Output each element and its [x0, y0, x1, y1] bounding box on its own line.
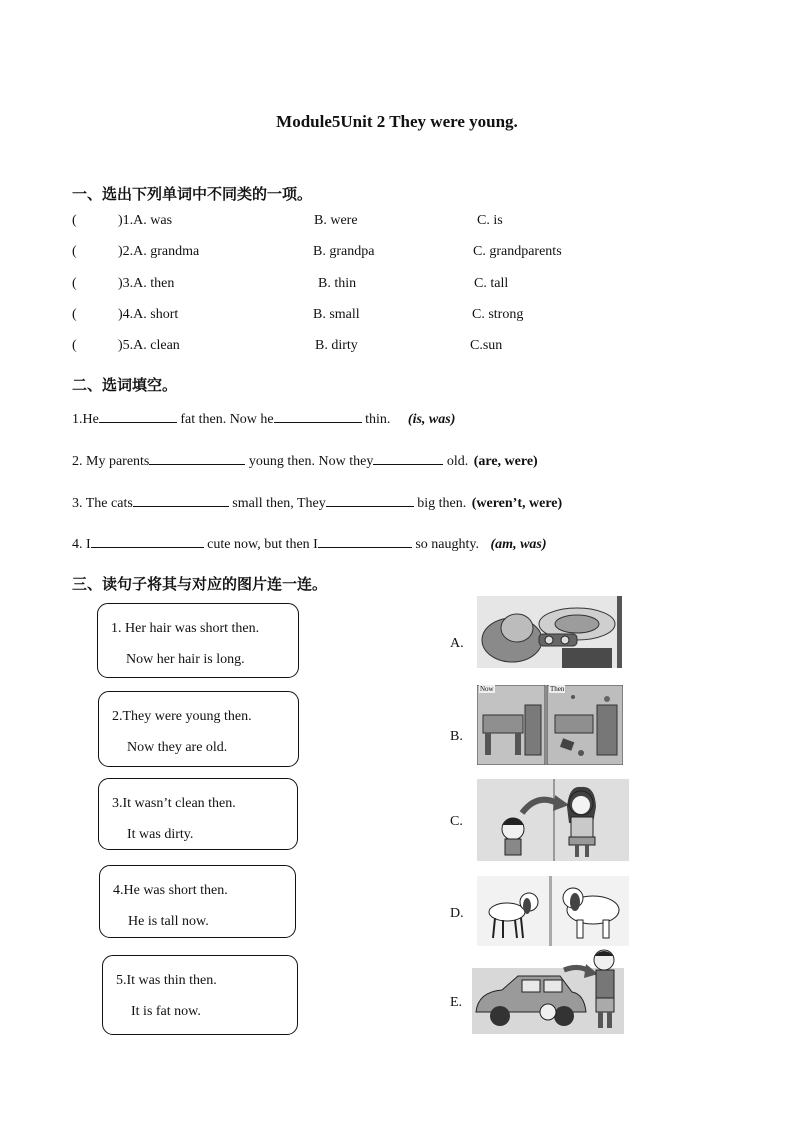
sentence-part: 2. My parents: [72, 454, 150, 469]
answer-blank[interactable]: [133, 494, 229, 507]
section2-heading: 二、选词填空。: [72, 376, 178, 394]
picture-label: C.: [450, 814, 463, 829]
fill-sentence: [72, 410, 455, 428]
picture-label: E.: [450, 995, 463, 1010]
answer-blank[interactable]: [373, 452, 443, 465]
answer-blank[interactable]: [91, 535, 204, 548]
section1-heading: 一、选出下列单词中不同类的一项。: [72, 185, 313, 203]
sentence-line: Now her hair is long.: [126, 652, 245, 667]
page-title: Module5Unit 2 They were young.: [276, 112, 518, 131]
sentence-part: 3. The cats: [72, 496, 133, 511]
section3-heading: 三、读句子将其与对应的图片连一连。: [72, 575, 328, 593]
picture-label: B.: [450, 729, 463, 744]
sentence-line: 3.It wasn’t clean then.: [112, 796, 236, 811]
option-b: B. small: [313, 307, 360, 322]
option-c: C. is: [477, 213, 503, 228]
option-a: )5.A. clean: [118, 338, 180, 353]
sentence-part: fat then. Now he: [176, 412, 274, 427]
option-b: B. dirty: [315, 338, 358, 353]
answer-paren: (: [72, 213, 77, 228]
option-a: )3.A. then: [118, 276, 175, 291]
option-b: B. thin: [318, 276, 357, 291]
answer-paren: (: [72, 244, 77, 259]
sentence-box[interactable]: [98, 691, 299, 767]
picture-a-old-couple[interactable]: [477, 596, 622, 668]
sentence-line: It was dirty.: [127, 827, 194, 842]
sentence-part: cute now, but then I: [203, 537, 318, 552]
picture-e-boy-grew[interactable]: [472, 946, 624, 1034]
sentence-part: 4. I: [72, 537, 91, 552]
picture-b-rooms[interactable]: [477, 685, 623, 765]
fill-sentence: [72, 452, 538, 470]
picture-label: D.: [450, 906, 464, 921]
option-b: B. were: [314, 213, 358, 228]
sentence-part: young then. Now they: [245, 454, 374, 469]
word-hint: (weren’t, were): [471, 496, 563, 511]
sentence-box[interactable]: [98, 778, 298, 850]
sentence-line: Now they are old.: [127, 740, 228, 755]
sentence-line: He is tall now.: [128, 914, 209, 929]
sentence-box[interactable]: [102, 955, 298, 1035]
word-hint: (am, was): [490, 537, 547, 552]
answer-blank[interactable]: [326, 494, 414, 507]
sentence-line: 5.It was thin then.: [116, 973, 217, 988]
fill-sentence: [72, 535, 547, 553]
word-hint: (are, were): [473, 454, 538, 469]
sentence-part: small then, They: [228, 496, 326, 511]
answer-paren: (: [72, 338, 77, 353]
now-tag: Now: [480, 685, 494, 693]
sentence-box[interactable]: [97, 603, 299, 678]
picture-d-dogs[interactable]: [477, 876, 629, 946]
sentence-part: old.: [443, 454, 469, 469]
option-a: )4.A. short: [118, 307, 179, 322]
option-c: C.sun: [470, 338, 503, 353]
option-b: B. grandpa: [313, 244, 375, 259]
answer-paren: (: [72, 307, 77, 322]
answer-paren: (: [72, 276, 77, 291]
option-c: C. grandparents: [473, 244, 562, 259]
answer-blank[interactable]: [274, 410, 362, 423]
sentence-box[interactable]: [99, 865, 296, 938]
sentence-line: It is fat now.: [131, 1004, 201, 1019]
answer-blank[interactable]: [99, 410, 177, 423]
picture-label: A.: [450, 636, 464, 651]
answer-blank[interactable]: [318, 535, 412, 548]
sentence-line: 4.He was short then.: [113, 883, 228, 898]
option-c: C. strong: [472, 307, 524, 322]
option-a: )1.A. was: [118, 213, 173, 228]
sentence-part: big then.: [413, 496, 467, 511]
picture-c-girl-grew[interactable]: [477, 779, 629, 861]
answer-blank[interactable]: [149, 452, 245, 465]
word-hint: (is, was): [407, 412, 456, 427]
sentence-part: thin.: [361, 412, 391, 427]
sentence-line: 2.They were young then.: [112, 709, 252, 724]
option-a: )2.A. grandma: [118, 244, 200, 259]
fill-sentence: [72, 494, 562, 512]
sentence-part: so naughty.: [411, 537, 480, 552]
sentence-part: 1.He: [72, 412, 99, 427]
option-c: C. tall: [474, 276, 509, 291]
sentence-line: 1. Her hair was short then.: [111, 621, 260, 636]
then-tag: Then: [550, 685, 565, 693]
